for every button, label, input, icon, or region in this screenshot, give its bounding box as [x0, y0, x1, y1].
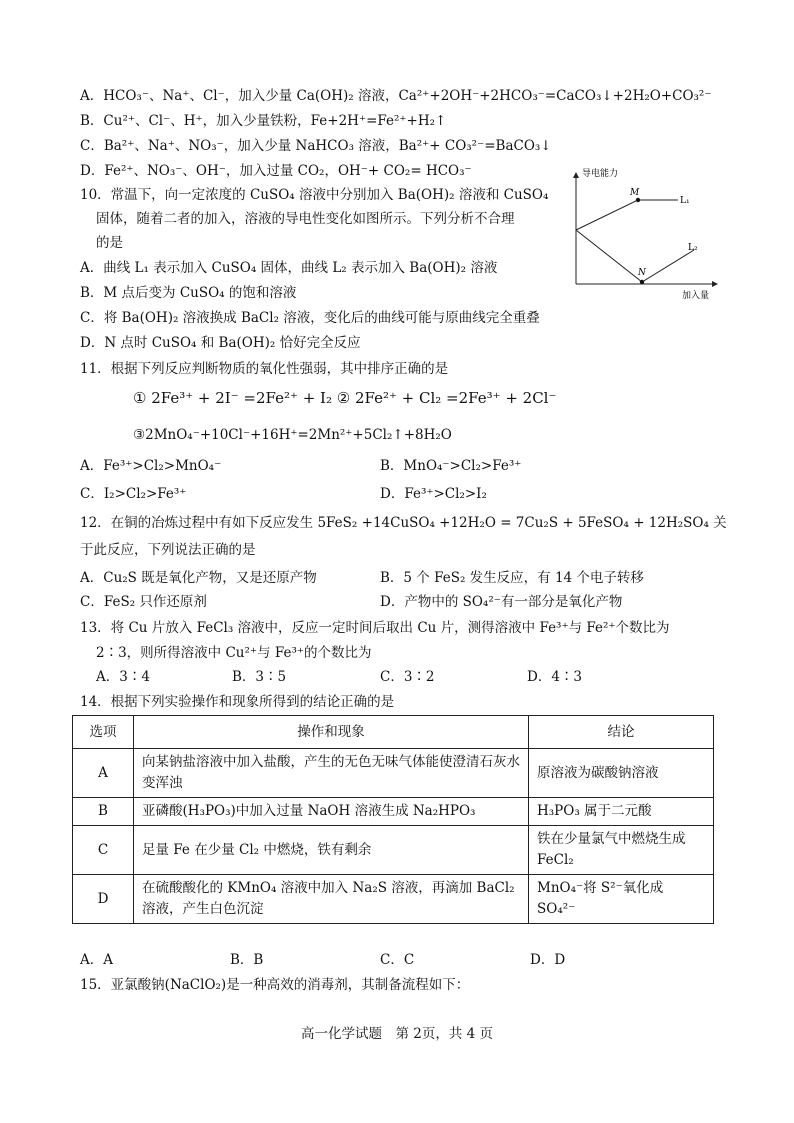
q12-option-d: D．产物中的 SO₄²⁻有一部分是氧化产物	[380, 594, 623, 610]
table-row	[73, 749, 714, 798]
row-c-conclusion: 铁在少量氯气中燃烧生成 FeCl₂	[529, 826, 714, 875]
table-row	[73, 826, 714, 875]
table-row	[73, 875, 714, 924]
q13-option-d: D．4∶3	[527, 669, 583, 685]
q10-stem-line3: 的是	[96, 235, 123, 251]
q10-option-a: A．曲线 L₁ 表示加入 CuSO₄ 固体，曲线 L₂ 表示加入 Ba(OH)₂ 溶液	[80, 260, 498, 276]
q10-option-c: C．将 Ba(OH)₂ 溶液换成 BaCl₂ 溶液，变化后的曲线可能与原曲线完全重叠	[80, 310, 540, 326]
q12-option-a: A．Cu₂S 既是氧化产物，又是还原产物	[80, 570, 317, 586]
row-d-option: D	[73, 875, 134, 924]
row-a-operation: 向某钠盐溶液中加入盐酸，产生的无色无味气体能使澄清石灰水变浑浊	[134, 749, 529, 798]
q12-stem-line2: 于此反应，下列说法正确的是	[80, 542, 256, 558]
conductivity-graph	[570, 168, 720, 300]
q9-option-d: D．Fe²⁺、NO₃⁻、OH⁻，加入过量 CO₂，OH⁻+ CO₂= HCO₃⁻	[80, 163, 472, 179]
row-d-conclusion: MnO₄⁻将 S²⁻氧化成 SO₄²⁻	[529, 875, 714, 924]
row-b-option: B	[73, 798, 134, 826]
q9-option-c: C．Ba²⁺、Na⁺、NO₃⁻，加入少量 NaHCO₃ 溶液，Ba²⁺+ CO₃²⁻=BaCO₃↓	[80, 138, 552, 154]
q11-option-b: B．MnO₄⁻>Cl₂>Fe³⁺	[380, 458, 522, 474]
table-row	[73, 798, 714, 826]
q10-stem-line2: 固体，随着二者的加入，溶液的导电性变化如图所示。下列分析不合理	[96, 211, 515, 227]
q14-table	[72, 715, 714, 924]
row-c-operation: 足量 Fe 在少量 Cl₂ 中燃烧，铁有剩余	[134, 826, 529, 875]
q11-reactions-2: ③2MnO₄⁻+10Cl⁻+16H⁺=2Mn²⁺+5Cl₂↑+8H₂O	[133, 427, 452, 443]
q12-option-c: C．FeS₂ 只作还原剂	[80, 594, 207, 610]
l1-label: L₁	[680, 196, 690, 206]
q10-stem-line1: 10．常温下，向一定浓度的 CuSO₄ 溶液中分别加入 Ba(OH)₂ 溶液和 CuSO₄	[80, 187, 549, 203]
q13-stem-line2: 2∶3，则所得溶液中 Cu²⁺与 Fe³⁺的个数比为	[96, 645, 372, 661]
q12-stem-line1: 12．在铜的冶炼过程中有如下反应发生 5FeS₂ +14CuSO₄ +12H₂O = 7Cu₂S + 5FeSO₄ + 12H₂SO₄ 关	[80, 515, 727, 531]
q13-option-c: C．3∶2	[380, 669, 435, 685]
q14-option-c: C．C	[380, 952, 415, 968]
y-axis-label: 导电能力	[582, 169, 619, 179]
row-d-operation: 在硫酸酸化的 KMnO₄ 溶液中加入 Na₂S 溶液，再滴加 BaCl₂ 溶液，产生白色沉淀	[134, 875, 529, 924]
header-operation: 操作和现象	[134, 716, 529, 749]
q13-option-b: B．3∶5	[232, 669, 287, 685]
q14-option-a: A．A	[80, 952, 113, 968]
q10-option-d: D．N 点时 CuSO₄ 和 Ba(OH)₂ 恰好完全反应	[80, 335, 361, 351]
page-footer: 高一化学试题 第 2页，共 4 页	[300, 1026, 494, 1042]
row-c-option: C	[73, 826, 134, 875]
row-b-conclusion: H₃PO₃ 属于二元酸	[529, 798, 714, 826]
q11-option-d: D．Fe³⁺>Cl₂>I₂	[380, 486, 487, 502]
curve-l2	[576, 230, 694, 282]
q11-option-a: A．Fe³⁺>Cl₂>MnO₄⁻	[80, 458, 222, 474]
q9-option-a: A．HCO₃⁻、Na⁺、Cl⁻，加入少量 Ca(OH)₂ 溶液，Ca²⁺+2OH⁻+2HCO₃⁻=CaCO₃↓+2H₂O+CO₃²⁻	[80, 88, 712, 104]
table-header-row	[73, 716, 714, 749]
point-m-label: M	[630, 188, 640, 198]
q14-stem: 14．根据下列实验操作和现象所得到的结论正确的是	[80, 694, 395, 710]
q13-option-a: A．3∶4	[96, 669, 150, 685]
q15-stem: 15．亚氯酸钠(NaClO₂)是一种高效的消毒剂，其制备流程如下：	[80, 977, 470, 993]
q14-option-b: B．B	[230, 952, 264, 968]
curve-l1	[576, 200, 678, 230]
x-axis-label: 加入量	[682, 291, 710, 300]
q10-option-b: B．M 点后变为 CuSO₄ 的饱和溶液	[80, 285, 297, 301]
q11-option-c: C．I₂>Cl₂>Fe³⁺	[80, 486, 187, 502]
header-option: 选项	[73, 716, 134, 749]
q14-option-d: D．D	[530, 952, 566, 968]
header-conclusion: 结论	[529, 716, 714, 749]
row-a-option: A	[73, 749, 134, 798]
point-m-marker	[636, 198, 640, 202]
q11-reactions-1: ① 2Fe³⁺ + 2I⁻ =2Fe²⁺ + I₂ ② 2Fe²⁺ + Cl₂ =2Fe³⁺ + 2Cl⁻	[133, 389, 557, 407]
q12-option-b: B．5 个 FeS₂ 发生反应，有 14 个电子转移	[380, 570, 644, 586]
q9-option-b: B．Cu²⁺、Cl⁻、H⁺，加入少量铁粉，Fe+2H⁺=Fe²⁺+H₂↑	[80, 113, 447, 129]
y-axis-arrow	[573, 172, 579, 178]
point-n-marker	[640, 280, 644, 284]
q11-stem: 11．根据下列反应判断物质的氧化性强弱，其中排序正确的是	[80, 361, 449, 377]
point-n-label: N	[638, 268, 646, 278]
x-axis-arrow	[712, 281, 718, 287]
row-b-operation: 亚磷酸(H₃PO₃)中加入过量 NaOH 溶液生成 Na₂HPO₃	[134, 798, 529, 826]
q13-stem-line1: 13．将 Cu 片放入 FeCl₃ 溶液中，反应一定时间后取出 Cu 片，测得溶液中 Fe³⁺与 Fe²⁺个数比为	[80, 620, 670, 636]
row-a-conclusion: 原溶液为碳酸钠溶液	[529, 749, 714, 798]
l2-label: L₂	[688, 243, 698, 253]
